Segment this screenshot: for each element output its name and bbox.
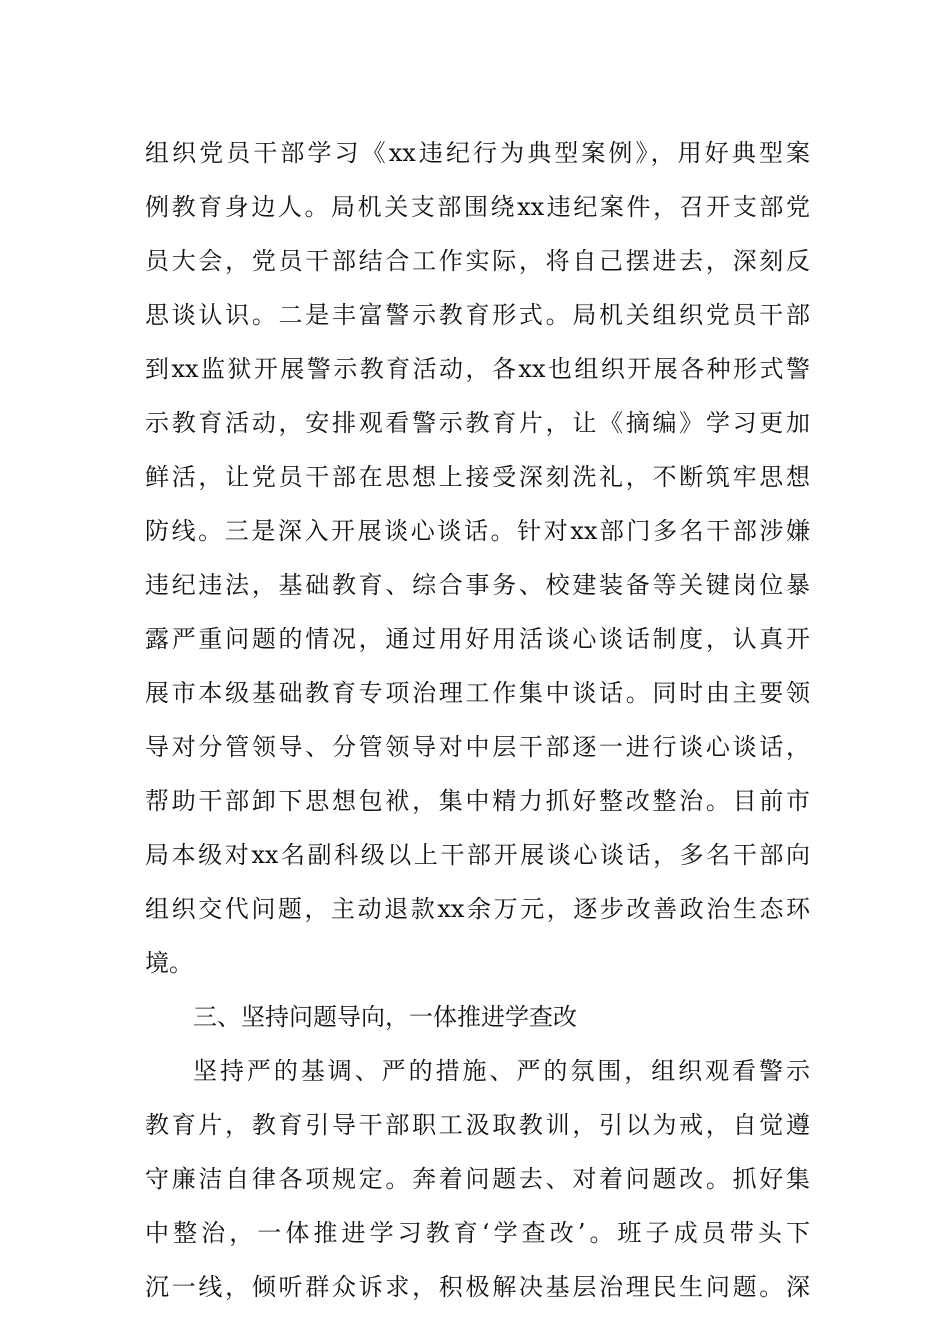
text-line: 教育片，教育引导干部职工汲取教训，引以为戒，自觉遵 [145,1111,810,1139]
text-line: 境。 [145,949,193,977]
text-line: 员大会，党员干部结合工作实际，将自己摆进去，深刻反 [145,247,810,275]
text-line: 局本级对xx名副科级以上干部开展谈心谈话，多名干部向 [145,841,810,869]
text-line: 到xx监狱开展警示教育活动，各xx也组织开展各种形式警 [145,355,810,383]
section-heading-text: 三、坚持问题导向，一体推进学查改 [193,1003,577,1031]
text-line: 展市本级基础教育专项治理工作集中谈话。同时由主要领 [145,679,810,707]
text-line: 沉一线，倾听群众诉求，积极解决基层治理民生问题。深 [145,1273,810,1301]
paragraph-3 [145,1044,810,1314]
text-line: 露严重问题的情况，通过用好用活谈心谈话制度，认真开 [145,625,810,653]
text-line: 组织交代问题，主动退款xx余万元，逐步改善政治生态环 [145,895,810,923]
text-line: 防线。三是深入开展谈心谈话。针对xx部门多名干部涉嫌 [145,517,810,545]
text-line: 导对分管领导、分管领导对中层干部逐一进行谈心谈话， [145,733,810,761]
text-line: 坚持严的基调、严的措施、严的氛围，组织观看警示 [193,1057,810,1085]
text-line: 守廉洁自律各项规定。奔着问题去、对着问题改。抓好集 [145,1165,810,1193]
text-line: 例教育身边人。局机关支部围绕xx违纪案件，召开支部党 [145,193,810,221]
text-line: 鲜活，让党员干部在思想上接受深刻洗礼，不断筑牢思想 [145,463,810,491]
text-line: 示教育活动，安排观看警示教育片，让《摘编》学习更加 [145,409,810,437]
text-line: 违纪违法，基础教育、综合事务、校建装备等关键岗位暴 [145,571,810,599]
section-heading [145,990,810,1044]
text-line: 帮助干部卸下思想包袱，集中精力抓好整改整治。目前市 [145,787,810,815]
text-line: 中整治，一体推进学习教育‘学查改’。班子成员带头下 [145,1219,810,1247]
text-line: 组织党员干部学习《xx违纪行为典型案例》，用好典型案 [145,139,810,167]
text-line: 思谈认识。二是丰富警示教育形式。局机关组织党员干部 [145,301,810,329]
paragraph-1 [145,126,810,990]
document-body [145,126,810,1314]
